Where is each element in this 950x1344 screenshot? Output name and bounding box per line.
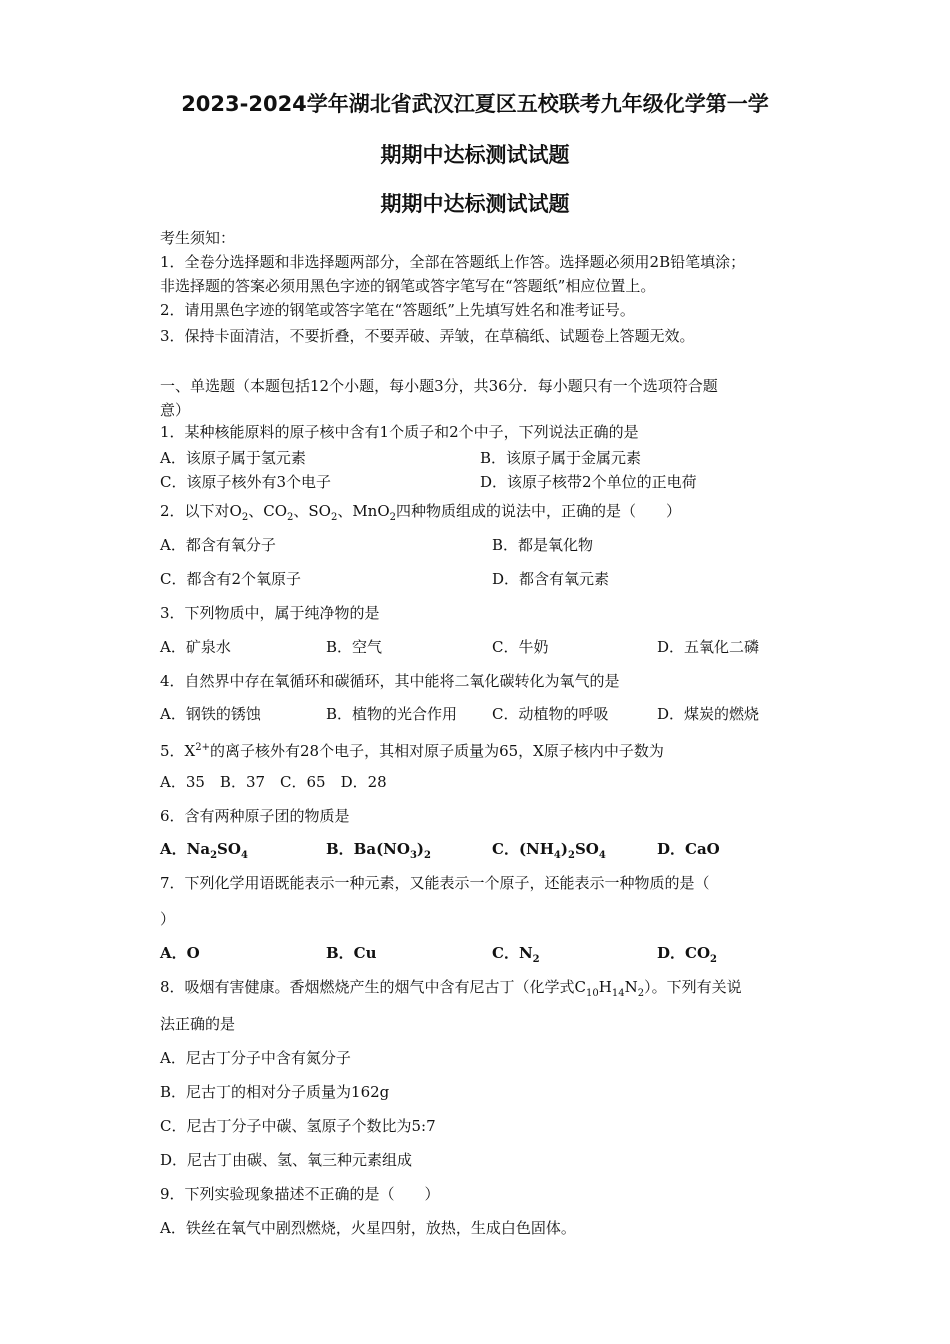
question-8-option-a: A．尼古丁分子中含有氮分子 bbox=[160, 1049, 351, 1067]
question-7-stem: 7．下列化学用语既能表示一种元素，又能表示一个原子，还能表示一种物质的是（ bbox=[160, 874, 710, 892]
question-1-option-c: C．该原子核外有3个电子 bbox=[160, 473, 332, 491]
notice-item-1a: 1．全卷分选择题和非选择题两部分，全部在答题纸上作答。选择题必须用2B铅笔填涂； bbox=[160, 253, 746, 271]
question-1-option-d: D．该原子核带2个单位的正电荷 bbox=[480, 473, 697, 491]
section-heading: 一、单选题（本题包括12个小题，每小题3分，共36分．每小题只有一个选项符合题 bbox=[160, 377, 718, 395]
question-3-option-d: D．五氧化二磷 bbox=[657, 638, 760, 656]
question-7-option-b: B．Cu bbox=[326, 944, 377, 962]
question-7-option-d: D．$CO_2$ bbox=[657, 944, 717, 965]
notice-item-2: 2．请用黑色字迹的钢笔或答字笔在“答题纸”上先填写姓名和准考证号。 bbox=[160, 301, 635, 319]
question-8-stem-cont: 法正确的是 bbox=[160, 1015, 236, 1033]
question-8-option-d: D．尼古丁由碳、氢、氧三种元素组成 bbox=[160, 1151, 413, 1169]
question-3-option-c: C．牛奶 bbox=[492, 638, 549, 656]
question-7-stem-cont: ） bbox=[160, 910, 176, 928]
question-4-option-b: B．植物的光合作用 bbox=[326, 705, 458, 723]
question-1-option-b: B．该原子属于金属元素 bbox=[480, 449, 642, 467]
question-8-option-c: C．尼古丁分子中碳、氢原子个数比为5:7 bbox=[160, 1117, 436, 1135]
question-2-option-a: A．都含有氧分子 bbox=[160, 536, 276, 554]
question-4-option-c: C．动植物的呼吸 bbox=[492, 705, 609, 723]
notice-item-3: 3．保持卡面清洁，不要折叠，不要弄破、弄皱，在草稿纸、试题卷上答题无效。 bbox=[160, 327, 695, 345]
exam-title-line3: 期期中达标测试试题 bbox=[380, 192, 570, 216]
question-6-option-d: D．CaO bbox=[657, 840, 720, 858]
question-2-option-d: D．都含有氧元素 bbox=[492, 570, 610, 588]
exam-title-line2: 期期中达标测试试题 bbox=[380, 143, 570, 167]
question-6-option-a: A．$Na_2SO_4$ bbox=[160, 840, 248, 861]
question-2-option-c: C．都含有2个氧原子 bbox=[160, 570, 302, 588]
question-4-option-a: A．钢铁的锈蚀 bbox=[160, 705, 261, 723]
question-3-stem: 3．下列物质中，属于纯净物的是 bbox=[160, 604, 380, 622]
question-7-option-c: C．$N_2$ bbox=[492, 944, 540, 965]
exam-title-line1: 2023-2024学年湖北省武汉江夏区五校联考九年级化学第一学 bbox=[181, 92, 769, 116]
question-6-option-b: B．$Ba(NO_3)_2$ bbox=[326, 840, 431, 861]
question-8-option-b: B．尼古丁的相对分子质量为162g bbox=[160, 1083, 390, 1101]
question-7-option-a: A．O bbox=[160, 944, 200, 962]
question-4-option-d: D．煤炭的燃烧 bbox=[657, 705, 760, 723]
question-8-stem: 8．吸烟有害健康。香烟燃烧产生的烟气中含有尼古丁（化学式$C_{10}H_{14}N_2$）。下列有关说 bbox=[160, 978, 742, 999]
question-5-options: A．35 B．37 C．65 D．28 bbox=[160, 773, 387, 791]
question-2-stem: 2．以下对$O_2$、$CO_2$、$SO_2$、MnO$_2$四种物质组成的说法中，正确的是（ ） bbox=[160, 502, 682, 523]
question-3-option-a: A．矿泉水 bbox=[160, 638, 231, 656]
section-heading-cont: 意） bbox=[160, 401, 191, 419]
question-1-option-a: A．该原子属于氢元素 bbox=[160, 449, 306, 467]
question-2-option-b: B．都是氧化物 bbox=[492, 536, 594, 554]
question-9-stem: 9．下列实验现象描述不正确的是（ ） bbox=[160, 1185, 440, 1203]
question-1-stem: 1．某种核能原料的原子核中含有1个质子和2个中子，下列说法正确的是 bbox=[160, 423, 639, 441]
question-3-option-b: B．空气 bbox=[326, 638, 383, 656]
question-4-stem: 4．自然界中存在氧循环和碳循环，其中能将二氧化碳转化为氧气的是 bbox=[160, 672, 620, 690]
question-9-option-a: A．铁丝在氧气中剧烈燃烧，火星四射，放热，生成白色固体。 bbox=[160, 1219, 576, 1237]
question-6-option-c: C．$(NH_4)_2SO_4$ bbox=[492, 840, 606, 861]
notice-item-1b: 非选择题的答案必须用黑色字迹的钢笔或答字笔写在“答题纸”相应位置上。 bbox=[160, 277, 656, 295]
question-6-stem: 6．含有两种原子团的物质是 bbox=[160, 807, 350, 825]
question-5-stem: 5．$X^{2+}$的离子核外有28个电子，其相对原子质量为65，X原子核内中子数为 bbox=[160, 742, 664, 760]
notice-heading: 考生须知： bbox=[160, 229, 236, 247]
